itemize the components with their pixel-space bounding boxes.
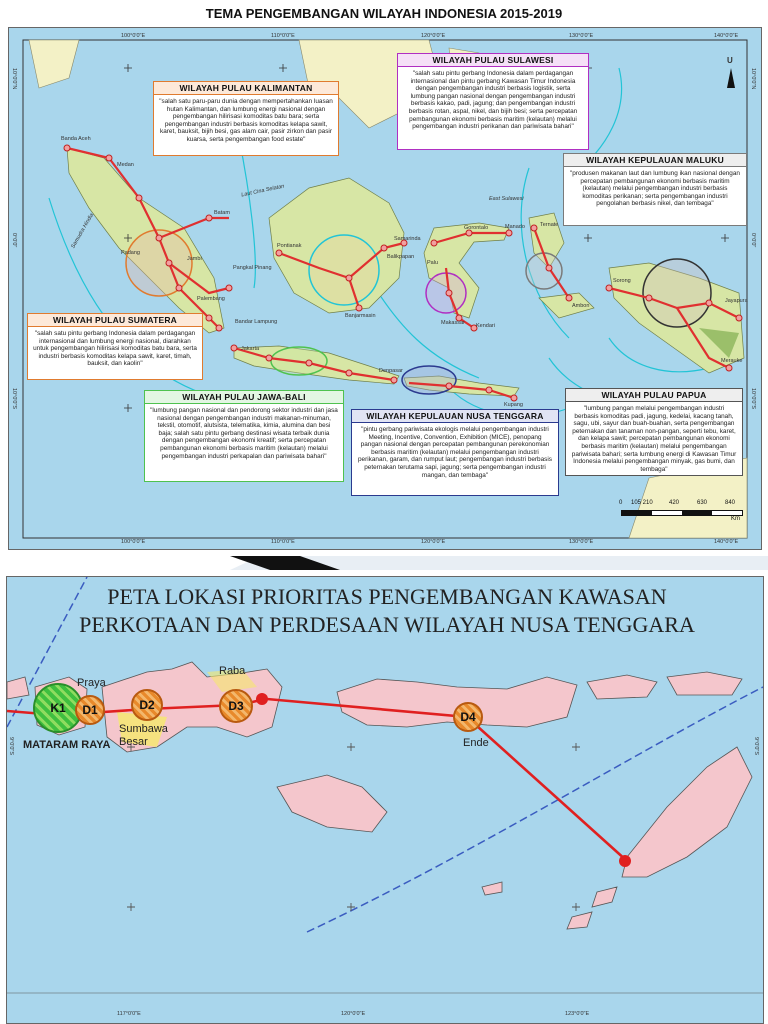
- region-text-kalimantan: "salah satu paru-paru dunia dengan mempertahankan luasan hutan Kalimantan, dan lumbung energi nasional dengan pengembangan hilirisasi komoditas batu bara; serta pengembangan industri berbasis komoditas kelapa sawit, karet, bauksit, bijih besi, gas alam cair, pasir zirkon dan pasir kuarsa, serta pengembangan food estate": [159, 98, 333, 143]
- scale-tick-1: 105 210: [631, 500, 653, 506]
- place-palu: Palu: [427, 260, 439, 266]
- coord-bottom-4: 130°0'0"E: [569, 539, 594, 545]
- scale-tick-2: 420: [669, 500, 680, 506]
- place-jambi: Jambi: [187, 256, 202, 262]
- coord-top-3: 120°0'0"E: [421, 33, 446, 39]
- place-denpasar: Denpasar: [379, 368, 403, 374]
- coord-bottom-123: 123°0'0"E: [565, 1011, 590, 1017]
- top-map-title: TEMA PENGEMBANGAN WILAYAH INDONESIA 2015-2019: [205, 6, 563, 21]
- region-title-sumatera: WILAYAH PULAU SUMATERA: [28, 314, 202, 327]
- place-sorong: Sorong: [613, 278, 631, 284]
- marker-d1: D1: [75, 695, 105, 725]
- scale-unit: Km: [731, 516, 740, 522]
- scale-tick-0: 0: [619, 500, 623, 506]
- section-divider: [0, 556, 768, 570]
- place-ende: Ende: [463, 737, 489, 749]
- nusa-tenggara-priority-map: [6, 576, 764, 1024]
- place-east-sulawesi: East Sulawesi: [489, 196, 524, 202]
- region-box-sumatera: [27, 313, 203, 380]
- coord-right-9s: 9°0'0"S: [753, 737, 759, 756]
- marker-d3: D3: [219, 689, 253, 723]
- region-text-maluku: "produsen makanan laut dan lumbung ikan nasional dengan percepatan pembangunan ekonomi berbasis maritim (kelautan) melalui pengembangan industri berbasis komoditas perikanan; serta pengembangan industri pengolahan berbasis nikel, dan tembaga": [570, 170, 740, 208]
- place-praya: Praya: [77, 677, 106, 689]
- region-text-sulawesi: "salah satu pintu gerbang Indonesia dalam perdagangan internasional dan pintu gerbang Kawasan Timur Indonesia dengan pengembangan industri berbasis logistik, serta lumbung pangan nasional dengan pengembangan industri berbasis kakao, padi, jagung; dan pengembangan industri berbasis rotan, aspal, nikel, dan bijih besi; serta percepatan pembangunan ekonomi berbasis maritim (kelautan) melalui pengembangan industri perikanan dan pariwisata bahari": [408, 70, 578, 131]
- north-arrow-icon: [727, 68, 735, 88]
- place-palembang: Palembang: [197, 296, 225, 302]
- scale-bar: [621, 510, 743, 516]
- coord-bottom-1: 100°0'0"E: [121, 539, 146, 545]
- coord-bottom-117: 117°0'0"E: [117, 1011, 141, 1017]
- place-mataram-raya: MATARAM RAYA: [23, 739, 111, 751]
- region-text-sumatera: "salah satu pintu gerbang Indonesia dalam perdagangan internasional dan lumbung energi nasional, diarahkan untuk pengembangan hilirisasi komoditas batu bara, serta industri berbasis komoditas kelapa sawit, karet, timah, bauksit, dan kaolin": [33, 330, 197, 368]
- coord-side-r1: 10°0'0"N: [750, 68, 756, 90]
- place-jayapura: Jayapura: [725, 298, 748, 304]
- marker-k1: K1: [33, 683, 83, 733]
- bottom-map-title: PETA LOKASI PRIORITAS PENGEMBANGAN KAWASAN PERKOTAAN DAN PERDESAAN WILAYAH NUSA TENGGARA: [79, 584, 695, 637]
- indonesia-development-map: [8, 27, 762, 550]
- place-padang: Padang: [121, 250, 140, 256]
- place-samarinda: Samarinda: [394, 236, 421, 242]
- nusa-tenggara-map-canvas: [7, 577, 763, 1023]
- coord-side-3: 10°0'0"S: [11, 388, 17, 410]
- coord-top-2: 110°0'0"E: [271, 33, 295, 39]
- region-title-maluku: WILAYAH KEPULAUAN MALUKU: [564, 154, 746, 167]
- region-title-nusa-tenggara: WILAYAH KEPULAUAN NUSA TENGGARA: [352, 410, 558, 423]
- coord-side-2: 0°0'0": [11, 233, 17, 248]
- place-kupang: Kupang: [504, 402, 523, 408]
- place-ambon: Ambon: [572, 303, 590, 309]
- coord-bottom-3: 120°0'0"E: [421, 539, 446, 545]
- place-banda-aceh: Banda Aceh: [61, 136, 91, 142]
- region-title-papua: WILAYAH PULAU PAPUA: [566, 389, 742, 402]
- coord-bottom-2: 110°0'0"E: [271, 539, 295, 545]
- place-samudra-hindia: Samudra Hindia: [70, 212, 96, 250]
- scale-tick-4: 840: [725, 500, 736, 506]
- region-title-kalimantan: WILAYAH PULAU KALIMANTAN: [154, 82, 338, 95]
- place-raba: Raba: [219, 665, 246, 677]
- region-text-papua: "lumbung pangan melalui pengembangan industri berbasis komoditas padi, jagung, kedelai, kacang tanah, sagu, ubi, sayur dan buah-buahan, serta pengembangan peternakan dan tanaman non-pangan, seperti tebu, karet, dan kelapa sawit; percepatan pembangunan ekonomi berbasis maritim (kelautan) melalui pengembangan pariwisata bahari; serta lumbung energi di Kawasan Timur Indonesia melalui pengembangan minyak, gas bumi, dan tembaga": [571, 405, 737, 473]
- coord-bottom-5: 140°0'0"E: [714, 539, 739, 545]
- coord-top-1: 100°0'0"E: [121, 33, 146, 39]
- region-box-papua: [565, 388, 743, 476]
- place-balikpapan: Balikpapan: [387, 254, 415, 260]
- place-laut-cina-selatan: Laut Cina Selatan: [240, 183, 285, 199]
- region-title-jawa-bali: WILAYAH PULAU JAWA-BALI: [145, 391, 343, 404]
- place-jakarta: Jakarta: [241, 346, 260, 352]
- coord-bottom-120: 120°0'0"E: [341, 1011, 366, 1017]
- place-medan: Medan: [117, 162, 134, 168]
- region-text-jawa-bali: "lumbung pangan nasional dan pendorong sektor industri dan jasa nasional dengan pengembangan industri makanan-minuman, tekstil, otomotif, alutsista, telematika, kimia, alumina dan besi baja; salah satu pintu gerbang destinasi wisata terbaik dunia dengan pengembangan ekonomi kreatif; serta percepatan pembangunan ekonomi berbasis maritim (kelautan) melalui pengembangan industri perkapalan dan pariwisata bahari": [150, 407, 338, 460]
- scale-tick-3: 630: [697, 500, 708, 506]
- place-banjarmasin: Banjarmasin: [345, 313, 376, 319]
- marker-d4: D4: [453, 702, 483, 732]
- region-text-nusa-tenggara: "pintu gerbang pariwisata ekologis melalui pengembangan industri Meeting, Incentive, Convention, Exhibition (MICE), penopang pangan nasional dengan percepatan pembangunan perekonomian berbasis maritim (kelautan) melalui pengembangan industri perikanan, garam, dan rumput laut; pengembangan industri berbasis peternakan terutama sapi, jagung; serta pengembangan industri mangan, dan tembaga": [358, 426, 552, 479]
- coord-top-5: 140°0'0"E: [714, 33, 739, 39]
- place-merauke: Merauke: [721, 358, 743, 364]
- place-bandar-lampung: Bandar Lampung: [235, 319, 278, 325]
- marker-d2: D2: [131, 689, 163, 721]
- region-box-kalimantan: [153, 81, 339, 156]
- place-batam: Batam: [214, 210, 230, 216]
- coord-side-r3: 10°0'0"S: [750, 388, 756, 410]
- place-manado: Manado: [505, 224, 525, 230]
- place-gorontalo: Gorontalo: [464, 225, 489, 231]
- region-box-maluku: [563, 153, 747, 226]
- coord-side-r2: 0°0'0": [750, 233, 756, 248]
- place-sumbawa-besar: Sumbawa Besar: [119, 723, 168, 748]
- coord-left-9s: 9°0'0"S: [8, 737, 14, 756]
- place-kendari: Kendari: [476, 323, 495, 329]
- north-label: U: [727, 56, 733, 65]
- region-box-jawa-bali: [144, 390, 344, 482]
- coord-top-4: 130°0'0"E: [569, 33, 594, 39]
- place-pontianak: Pontianak: [277, 243, 302, 249]
- place-makassar: Makassar: [441, 320, 465, 326]
- region-box-nusa-tenggara: [351, 409, 559, 496]
- coord-side-1: 10°0'0"N: [11, 68, 17, 90]
- place-pangkal-pinang: Pangkal Pinang: [233, 265, 272, 271]
- region-title-sulawesi: WILAYAH PULAU SULAWESI: [398, 54, 588, 67]
- place-ternate: Ternate: [540, 222, 559, 228]
- region-box-sulawesi: [397, 53, 589, 150]
